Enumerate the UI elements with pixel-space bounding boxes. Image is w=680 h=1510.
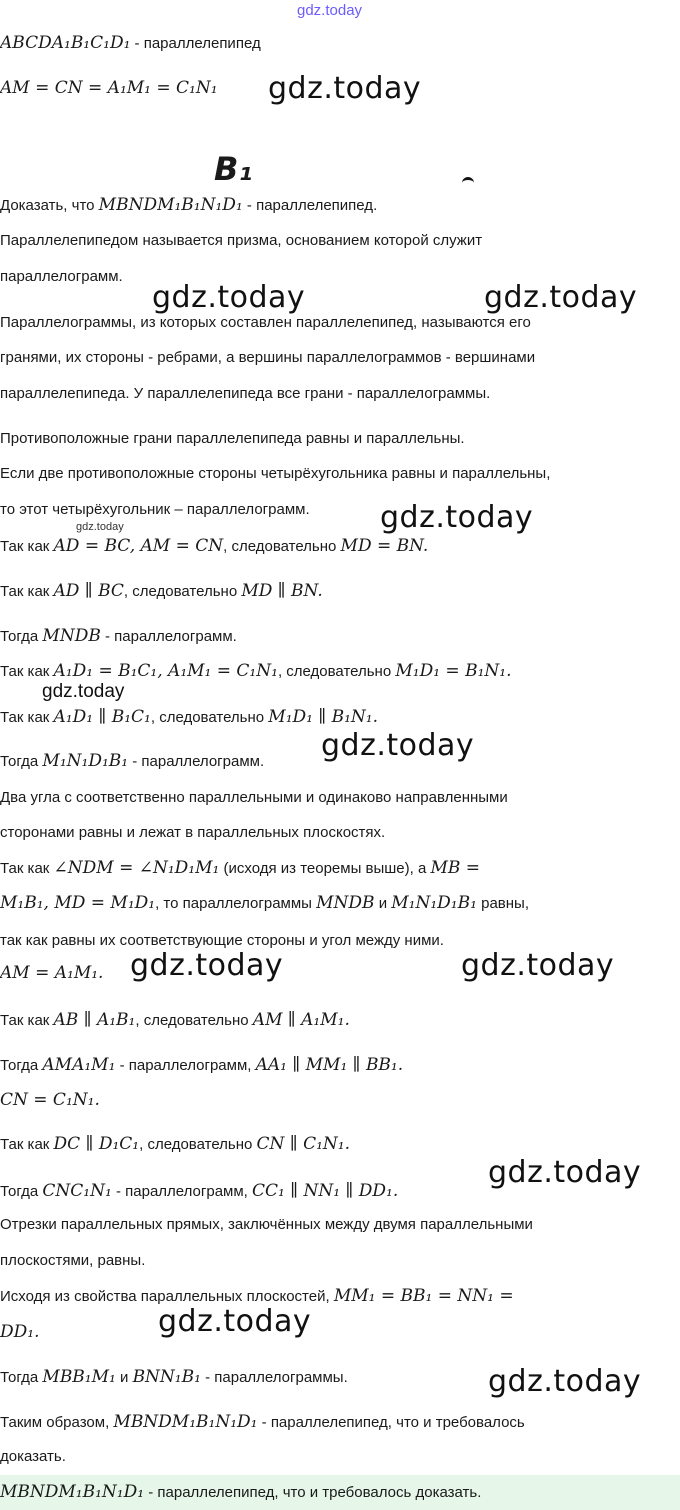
watermark: gdz.today [461, 948, 615, 983]
step-16: Исходя из свойства параллельных плоскостей, MM₁ = BB₁ = NN₁ = [0, 1286, 514, 1306]
step-13: CN = C₁N₁. [0, 1090, 100, 1110]
step-17: DD₁. [0, 1322, 40, 1342]
step-15: Тогда CNC₁N₁ - параллелограмм, CC₁ ∥ NN₁ ∥ DD₁. [0, 1181, 399, 1201]
given-line-2: AM = CN = A₁M₁ = C₁N₁ [0, 78, 218, 98]
step-4: Так как A₁D₁ = B₁C₁, A₁M₁ = C₁N₁, следовательно M₁D₁ = B₁N₁. [0, 661, 512, 681]
step-9: так как равны их соответствующие стороны и угол между ними. [0, 932, 444, 949]
answer-box [0, 1475, 680, 1510]
definition-line-1: Параллелепипедом называется призма, основанием которой служит [0, 232, 483, 249]
watermark: gdz.today [158, 1304, 312, 1339]
step-11: Так как AB ∥ A₁B₁, следовательно AM ∥ A₁M₁. [0, 1010, 350, 1030]
step-2: Так как AD ∥ BC, следовательно MD ∥ BN. [0, 581, 323, 601]
opposite-faces-line: Противоположные грани параллелепипеда равны и параллельны. [0, 430, 465, 447]
watermark-top: gdz.today [297, 2, 363, 19]
answer-text: - параллелепипед, что и требовалось доказать. [144, 1484, 482, 1501]
segments-line-2: плоскостями, равны. [0, 1252, 146, 1269]
step-3: Тогда MNDB - параллелограмм. [0, 626, 237, 646]
step-19: Таким образом, MBNDM₁B₁N₁D₁ - параллелепипед, что и требовалось [0, 1412, 525, 1432]
watermark: gdz.today [130, 948, 284, 983]
step-20: доказать. [0, 1448, 66, 1465]
faces-line-2: гранями, их стороны - ребрами, а вершины параллелограммов - вершинами [0, 349, 536, 366]
answer-math: MBNDM₁B₁N₁D₁ [0, 1482, 145, 1502]
prove-line: Доказать, что MBNDM₁B₁N₁D₁ - параллелепипед. [0, 195, 378, 215]
step-7: Так как ∠NDM = ∠N₁D₁M₁ (исходя из теоремы выше), а MB = [0, 858, 481, 878]
watermark: gdz.today [484, 280, 638, 315]
angles-line-1: Два угла с соответственно параллельными и одинаково направленными [0, 789, 508, 806]
watermark: gdz.today [380, 500, 534, 535]
given-line-1: ABCDA₁B₁C₁D₁ - параллелепипед [0, 33, 261, 53]
step-6: Тогда M₁N₁D₁B₁ - параллелограмм. [0, 751, 265, 771]
watermark: gdz.today [488, 1364, 642, 1399]
watermark-small: gdz.today [76, 521, 124, 533]
quadrilateral-line-1: Если две противоположные стороны четырёхугольника равны и параллельны, [0, 465, 551, 482]
definition-line-2: параллелограмм. [0, 268, 123, 285]
step-1: Так как AD = BC, AM = CN, следовательно MD = BN. [0, 536, 429, 556]
step-14: Так как DC ∥ D₁C₁, следовательно CN ∥ C₁N₁. [0, 1134, 350, 1154]
step-8: M₁B₁, MD = M₁D₁, то параллелограммы MNDB и M₁N₁D₁B₁ равны, [0, 893, 529, 913]
step-5: Так как A₁D₁ ∥ B₁C₁, следовательно M₁D₁ ∥ B₁N₁. [0, 707, 379, 727]
figure-label: B₁ [214, 150, 253, 188]
faces-line-3: параллелепипеда. У параллелепипеда все грани - параллелограммы. [0, 385, 491, 402]
step-10: AM = A₁M₁. [0, 963, 104, 983]
step-12: Тогда AMA₁M₁ - параллелограмм, AA₁ ∥ MM₁ ∥ BB₁. [0, 1055, 404, 1075]
quadrilateral-line-2: то этот четырёхугольник – параллелограмм. [0, 501, 310, 518]
watermark: gdz.today [268, 71, 422, 106]
angles-line-2: сторонами равны и лежат в параллельных плоскостях. [0, 824, 386, 841]
segments-line-1: Отрезки параллельных прямых, заключённых между двумя параллельными [0, 1216, 533, 1233]
faces-line-1: Параллелограммы, из которых составлен параллелепипед, называются его [0, 314, 531, 331]
figure-fragment [462, 177, 474, 186]
watermark-small: gdz.today [42, 681, 125, 702]
step-18: Тогда MBB₁M₁ и BNN₁B₁ - параллелограммы. [0, 1367, 348, 1387]
watermark: gdz.today [321, 728, 475, 763]
watermark: gdz.today [152, 280, 306, 315]
watermark: gdz.today [488, 1155, 642, 1190]
